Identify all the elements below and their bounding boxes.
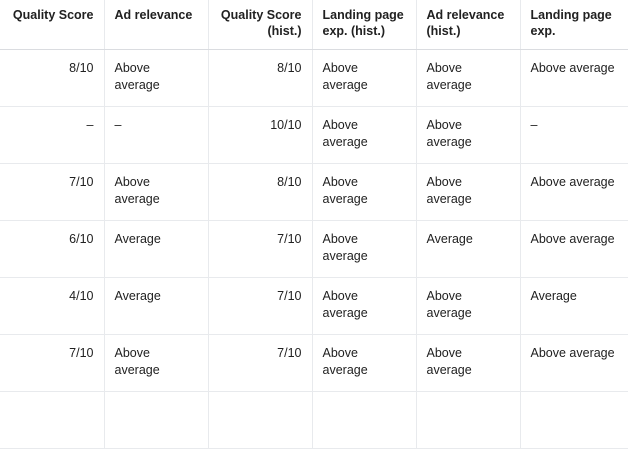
table-row[interactable] bbox=[0, 221, 628, 278]
cell-landing-page-exp-hist: Above average bbox=[312, 278, 416, 335]
cell-quality-score: 7/10 bbox=[0, 164, 104, 221]
column-header-landing-page-exp-hist[interactable]: Landing page exp. (hist.) bbox=[312, 0, 416, 50]
cell-landing-page-exp bbox=[520, 392, 628, 449]
table-header-row bbox=[0, 0, 628, 50]
cell-landing-page-exp-hist bbox=[312, 392, 416, 449]
table-body bbox=[0, 50, 628, 449]
cell-quality-score: 6/10 bbox=[0, 221, 104, 278]
cell-landing-page-exp: Above average bbox=[520, 221, 628, 278]
table-header bbox=[0, 0, 628, 50]
column-header-ad-relevance[interactable]: Ad relevance bbox=[104, 0, 208, 50]
cell-ad-relevance: Above average bbox=[104, 50, 208, 107]
table-row[interactable] bbox=[0, 335, 628, 392]
cell-ad-relevance: Above average bbox=[104, 164, 208, 221]
cell-ad-relevance bbox=[104, 392, 208, 449]
cell-quality-score-hist: 7/10 bbox=[208, 221, 312, 278]
cell-quality-score-hist: 7/10 bbox=[208, 278, 312, 335]
cell-landing-page-exp-hist: Above average bbox=[312, 50, 416, 107]
cell-ad-relevance-hist: Average bbox=[416, 221, 520, 278]
cell-landing-page-exp: – bbox=[520, 107, 628, 164]
cell-landing-page-exp: Above average bbox=[520, 335, 628, 392]
cell-ad-relevance-hist: Above average bbox=[416, 164, 520, 221]
cell-quality-score-hist: 7/10 bbox=[208, 335, 312, 392]
table-row[interactable] bbox=[0, 50, 628, 107]
table-row[interactable] bbox=[0, 107, 628, 164]
cell-ad-relevance: Average bbox=[104, 278, 208, 335]
cell-quality-score: 8/10 bbox=[0, 50, 104, 107]
cell-landing-page-exp-hist: Above average bbox=[312, 107, 416, 164]
cell-ad-relevance-hist: Above average bbox=[416, 278, 520, 335]
table-row[interactable] bbox=[0, 278, 628, 335]
cell-quality-score-hist: 8/10 bbox=[208, 164, 312, 221]
cell-quality-score: 4/10 bbox=[0, 278, 104, 335]
column-header-quality-score-hist[interactable]: Quality Score (hist.) bbox=[208, 0, 312, 50]
cell-ad-relevance-hist: Above average bbox=[416, 107, 520, 164]
cell-ad-relevance-hist: Above average bbox=[416, 50, 520, 107]
cell-landing-page-exp: Above average bbox=[520, 164, 628, 221]
cell-ad-relevance-hist: Above average bbox=[416, 335, 520, 392]
table-row[interactable] bbox=[0, 392, 628, 449]
cell-landing-page-exp-hist: Above average bbox=[312, 335, 416, 392]
cell-ad-relevance: Above average bbox=[104, 335, 208, 392]
cell-ad-relevance: Average bbox=[104, 221, 208, 278]
cell-quality-score: – bbox=[0, 107, 104, 164]
cell-quality-score bbox=[0, 392, 104, 449]
cell-quality-score-hist bbox=[208, 392, 312, 449]
table-row[interactable] bbox=[0, 164, 628, 221]
cell-landing-page-exp: Average bbox=[520, 278, 628, 335]
column-header-landing-page-exp[interactable]: Landing page exp. bbox=[520, 0, 628, 50]
cell-quality-score-hist: 8/10 bbox=[208, 50, 312, 107]
cell-ad-relevance: – bbox=[104, 107, 208, 164]
cell-quality-score: 7/10 bbox=[0, 335, 104, 392]
cell-landing-page-exp-hist: Above average bbox=[312, 164, 416, 221]
cell-landing-page-exp: Above average bbox=[520, 50, 628, 107]
column-header-quality-score[interactable]: Quality Score bbox=[0, 0, 104, 50]
cell-landing-page-exp-hist: Above average bbox=[312, 221, 416, 278]
column-header-ad-relevance-hist[interactable]: Ad relevance (hist.) bbox=[416, 0, 520, 50]
cell-quality-score-hist: 10/10 bbox=[208, 107, 312, 164]
cell-ad-relevance-hist bbox=[416, 392, 520, 449]
